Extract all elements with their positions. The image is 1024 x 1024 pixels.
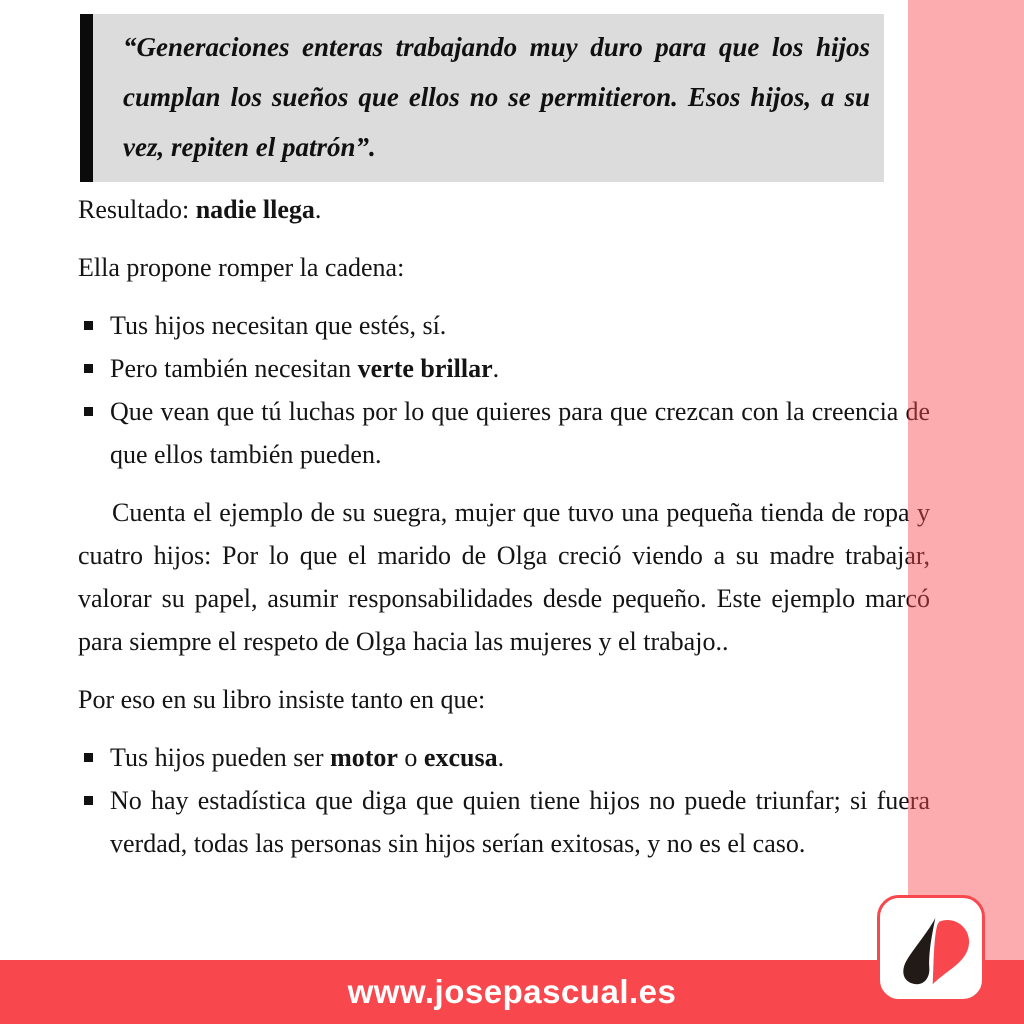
quote-block [80,14,884,182]
bullet-item [78,736,930,779]
quote-left-bar [80,14,93,182]
logo-red-drop-icon [933,919,969,983]
footer-bar [0,960,1024,1024]
bullet-square-icon [84,753,93,762]
bullet-square-icon [84,796,93,805]
jose-pascual-logo-icon [888,906,974,992]
article-body [78,188,930,880]
bullet-item-text: No hay estadística que diga que quien tiene hijos no puede triunfar; si fuera verdad, todas las personas sin hijos serían exitosas, y no es el caso. [110,786,930,858]
bullet-item-text: Que vean que tú luchas por lo que quieres para que crezcan con la creencia de que ellos también pueden. [110,397,930,469]
bullet-item-text: Tus hijos necesitan que estés, sí. [110,311,447,340]
paragraph-suegra: Cuenta el ejemplo de su suegra, mujer que tuvo una pequeña tienda de ropa y cuatro hijos: Por lo que el marido de Olga creció viendo a su madre trabajar, valorar su papel, asumir responsabilidades desde pequeño. Este ejemplo marcó para siempre el respeto de Olga hacia las mujeres y el trabajo.. [78,498,930,656]
quote-text: “Generaciones enteras trabajando muy duro para que los hijos cumplan los sueños que ellos no se permitieron. Esos hijos, a su vez, repiten el patrón”. [123,32,870,162]
bullet-square-icon [84,364,93,373]
bullet-item-text: Tus hijos pueden ser motor o excusa. [110,743,505,772]
bullet-square-icon [84,321,93,330]
bullet-list-2 [78,736,930,865]
bullet-item [78,304,930,347]
paragraph-resultado: Resultado: nadie llega. [78,195,322,224]
bullet-list-1 [78,304,930,476]
quote-box [93,14,884,182]
logo-black-drop-icon [903,918,935,984]
bullet-item [78,347,930,390]
footer-url: www.josepascual.es [347,973,677,1010]
logo-card [877,895,985,1002]
paragraph-propone: Ella propone romper la cadena: [78,253,405,282]
paragraph-libro: Por eso en su libro insiste tanto en que: [78,685,486,714]
bullet-item-text: Pero también necesitan verte brillar. [110,354,500,383]
bullet-item [78,779,930,865]
bullet-square-icon [84,407,93,416]
bullet-item [78,390,930,476]
